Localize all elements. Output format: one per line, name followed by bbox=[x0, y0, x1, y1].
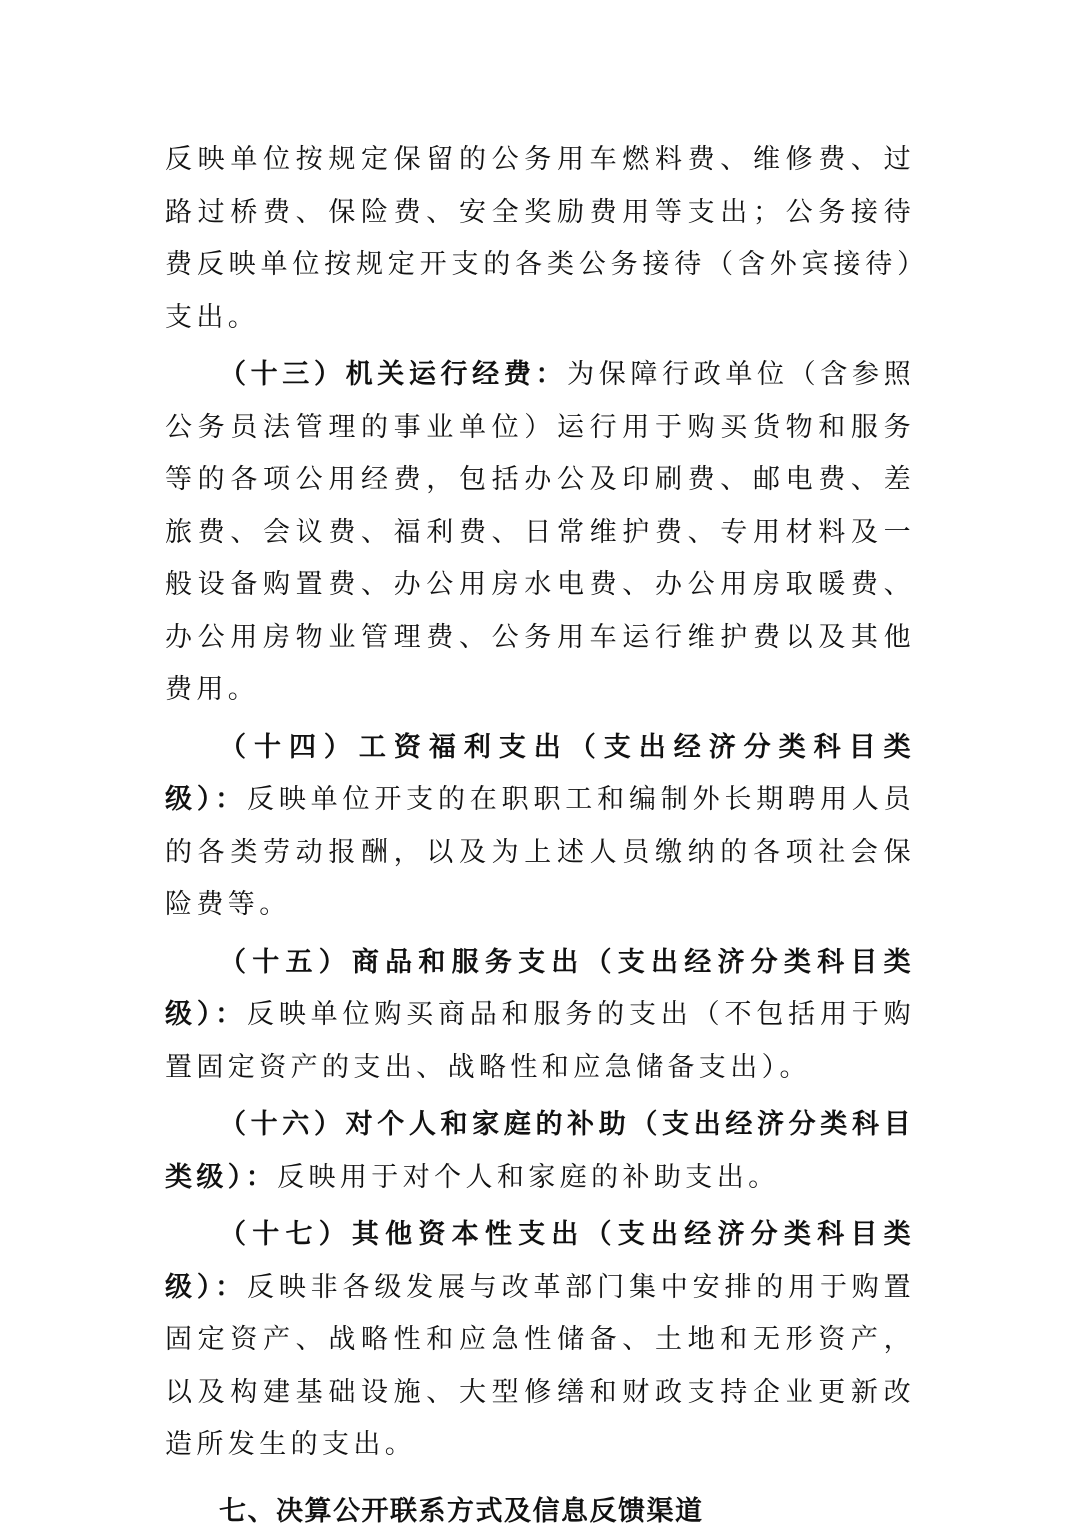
paragraph-body-text: 反映用于对个人和家庭的补助支出。 bbox=[277, 1162, 779, 1193]
paragraph-capital-expenditure bbox=[165, 1209, 915, 1472]
paragraph-goods-services bbox=[165, 937, 915, 1095]
paragraph-household-subsidy bbox=[165, 1099, 915, 1204]
paragraph-heading-13: （十三）机关运行经费： bbox=[219, 359, 567, 390]
paragraph-body-text: 反映单位开支的在职职工和编制外长期聘用人员的各类劳动报酬，以及为上述人员缴纳的各项社会保险费等。 bbox=[165, 784, 915, 920]
paragraph-heading-15: （十五）商品和服务支出（支出经济分类科目类级）： bbox=[165, 947, 915, 1031]
paragraph-body-text: 为保障行政单位（含参照公务员法管理的事业单位）运行用于购买货物和服务等的各项公用经费，包括办公及印刷费、邮电费、差旅费、会议费、福利费、日常维护费、专用材料及一般设备购置费、办公用房水电费、办公用房取暖费、办公用房物业管理费、公务用车运行维护费以及其他费用。 bbox=[165, 359, 915, 705]
paragraph-heading-16: （十六）对个人和家庭的补助（支出经济分类科目类级）： bbox=[165, 1109, 915, 1193]
paragraph-operating-expenses bbox=[165, 349, 915, 717]
paragraph-heading-14: （十四）工资福利支出（支出经济分类科目类级）： bbox=[165, 732, 915, 816]
paragraph-vehicle-reception bbox=[165, 134, 915, 344]
paragraph-body-text: 反映非各级发展与改革部门集中安排的用于购置固定资产、战略性和应急性储备、土地和无形资产，以及构建基础设施、大型修缮和财政支持企业更新改造所发生的支出。 bbox=[165, 1272, 915, 1461]
paragraph-body-text: 反映单位按规定保留的公务用车燃料费、维修费、过路过桥费、保险费、安全奖励费用等支出；公务接待费反映单位按规定开支的各类公务接待（含外宾接待）支出。 bbox=[165, 144, 915, 333]
document-body bbox=[165, 134, 915, 1538]
paragraph-body-text: 反映单位购买商品和服务的支出（不包括用于购置固定资产的支出、战略性和应急储备支出）。 bbox=[165, 999, 915, 1083]
section-heading: 七、决算公开联系方式及信息反馈渠道 bbox=[165, 1486, 915, 1538]
paragraph-heading-17: （十七）其他资本性支出（支出经济分类科目类级）： bbox=[165, 1219, 915, 1303]
paragraph-wage-welfare bbox=[165, 722, 915, 932]
